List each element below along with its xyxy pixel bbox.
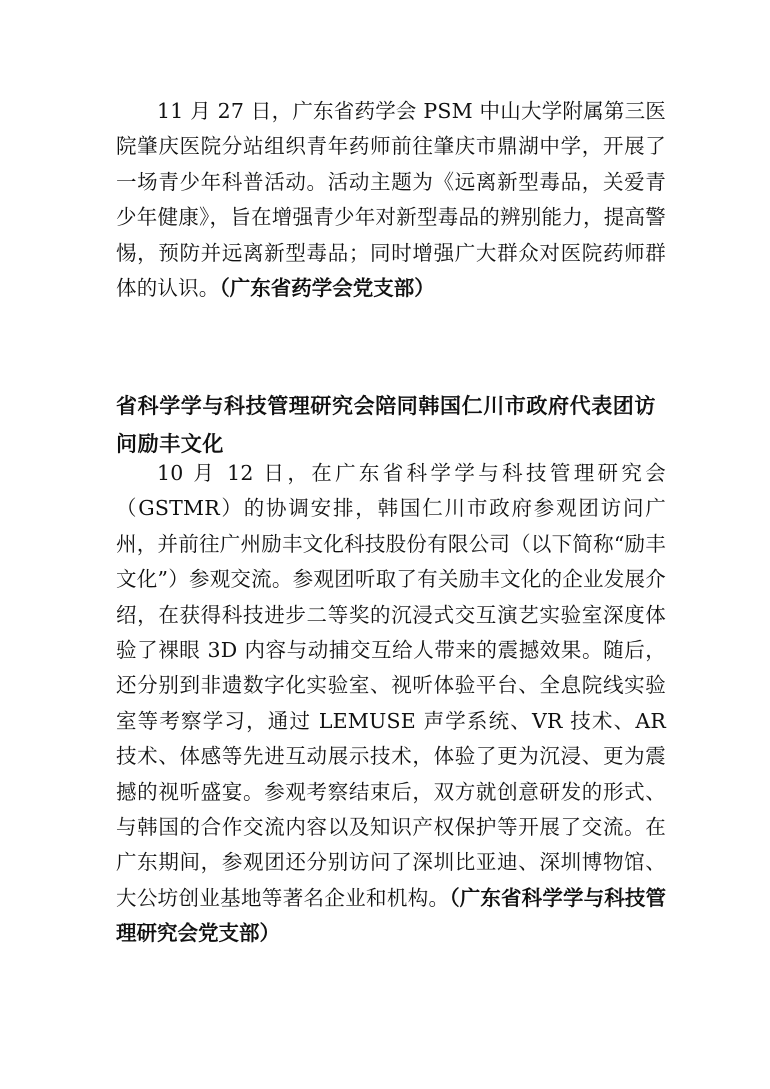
article1-paragraph <box>116 94 666 306</box>
article2-paragraph <box>116 456 666 952</box>
article1-source: （广东省药学会党支部） <box>219 276 435 301</box>
article2-title: 省科学学与科技管理研究会陪同韩国仁川市政府代表团访问励丰文化 <box>116 394 656 456</box>
article2-source: （广东省科学学与科技管理研究会党支部） <box>116 885 667 946</box>
article1-body: 11 月 27 日，广东省药学会 PSM 中山大学附属第三医院肇庆医院分站组织青年药师前往肇庆市鼎湖中学，开展了一场青少年科普活动。活动主题为《远离新型毒品，关爱青少年健康》，旨在增强青少年对新型毒品的辨别能力，提高警惕，预防并远离新型毒品；同时增强广大群众对医院药师群体的认识。 <box>116 99 666 301</box>
article2-body: 10 月 12 日，在广东省科学学与科技管理研究会（GSTMR）的协调安排，韩国仁川市政府参观团访问广州，并前往广州励丰文化科技股份有限公司（以下简称“励丰文化”）参观交流。参观团听取了有关励丰文化的企业发展介绍，在获得科技进步二等奖的沉浸式交互演艺实验室深度体验了裸眼 3D 内容与动捕交互给人带来的震撼效果。随后，还分别到非遗数字化实验室、视听体验平台、全息院线实验室等考察学习，通过 LEMUSE 声学系统、VR 技术、AR 技术、体感等先进互动展示技术，体验了更为沉浸、更为震撼的视听盛宴。参观考察结束后，双方就创意研发的形式、与韩国的合作交流内容以及知识产权保护等开展了交流。在广东期间，参观团还分别访问了深圳比亚迪、深圳博物馆、大公坊创业基地等著名企业和机构。 <box>116 461 666 910</box>
